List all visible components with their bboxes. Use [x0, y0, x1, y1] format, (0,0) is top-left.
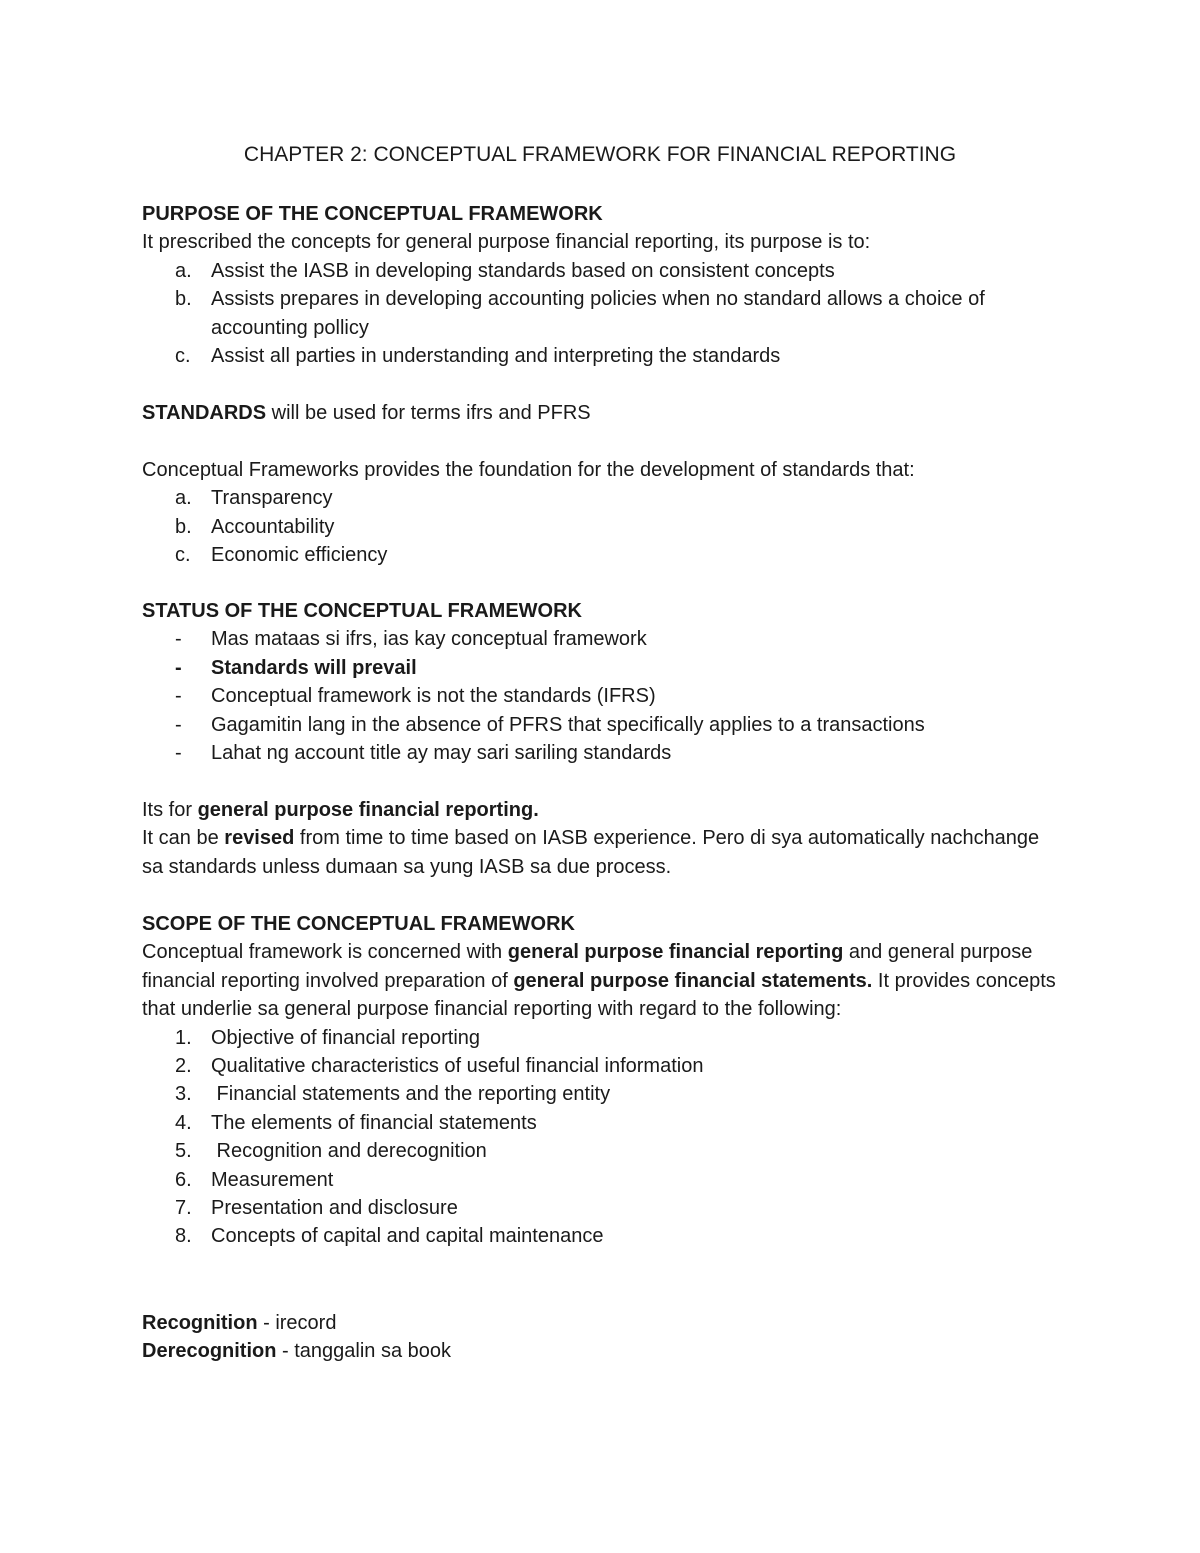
- list-marker: 5.: [175, 1140, 192, 1163]
- scope-text: It provides concepts that underlie sa general purpose financial reporting with regard to the following:: [142, 969, 1056, 1021]
- list-marker: 7.: [175, 1197, 192, 1220]
- list-item: [142, 739, 1062, 767]
- purpose-section: [142, 200, 1062, 370]
- status-heading: STATUS OF THE CONCEPTUAL FRAMEWORK: [142, 600, 582, 622]
- status-list: [142, 625, 1062, 767]
- definition-derecognition: [142, 1337, 1062, 1365]
- list-marker: 2.: [175, 1055, 192, 1078]
- list-item-text: Mas mataas si ifrs, ias kay conceptual framework: [211, 628, 647, 651]
- list-marker: c.: [175, 544, 191, 567]
- definition-text: - tanggalin sa book: [276, 1340, 452, 1363]
- list-item-text: Assist all parties in understanding and interpreting the standards: [211, 345, 781, 368]
- standards-text: will be used for terms ifrs and PFRS: [266, 402, 591, 424]
- list-marker: -: [175, 628, 182, 651]
- standards-term: STANDARDS: [142, 402, 267, 424]
- list-item-text: Concepts of capital and capital maintenance: [211, 1225, 604, 1248]
- list-marker: 3.: [175, 1083, 192, 1106]
- purpose-list: [142, 257, 1062, 371]
- list-marker: -: [175, 656, 182, 679]
- list-item-text: Presentation and disclosure: [211, 1197, 458, 1220]
- list-item-text: Objective of financial reporting: [211, 1026, 481, 1049]
- purpose-heading: PURPOSE OF THE CONCEPTUAL FRAMEWORK: [142, 203, 603, 225]
- list-item: [142, 342, 1062, 370]
- list-item-text: Conceptual framework is not the standards (IFRS): [211, 685, 656, 708]
- list-item: [142, 1194, 1062, 1222]
- list-marker: b.: [175, 288, 192, 311]
- revised-bold: revised: [224, 827, 295, 850]
- list-item: [142, 541, 1062, 569]
- purpose-intro: It prescribed the concepts for general purpose financial reporting, its purpose is to:: [142, 231, 871, 254]
- list-marker: a.: [175, 259, 192, 282]
- list-item: [142, 1080, 1062, 1108]
- list-marker: b.: [175, 515, 192, 538]
- list-item: [142, 1109, 1062, 1137]
- general-text: Its for: [142, 799, 198, 821]
- list-marker: -: [175, 685, 182, 708]
- list-marker: -: [175, 742, 182, 765]
- status-section: [142, 597, 1062, 767]
- list-marker: 4.: [175, 1111, 192, 1134]
- list-item-text: Gagamitin lang in the absence of PFRS that specifically applies to a transactions: [211, 713, 925, 736]
- list-marker: -: [175, 713, 182, 736]
- list-item-text: The elements of financial statements: [211, 1111, 537, 1134]
- scope-heading: SCOPE OF THE CONCEPTUAL FRAMEWORK: [142, 913, 575, 935]
- list-item-text: Economic efficiency: [211, 544, 388, 567]
- list-item: [142, 1052, 1062, 1080]
- list-item-text: Lahat ng account title ay may sari sariling standards: [211, 742, 672, 765]
- definition-term: Derecognition: [142, 1340, 277, 1363]
- list-marker: c.: [175, 345, 191, 368]
- list-item-text: Assists prepares in developing accounting policies when no standard allows a choice of accounting pollicy: [211, 288, 985, 339]
- list-item: [142, 1137, 1062, 1165]
- revised-rest: from time to time based on IASB experience. Pero di sya automatically nachchange sa standards unless dumaan sa yung IASB sa due process.: [142, 827, 1040, 878]
- scope-list: [142, 1024, 1062, 1251]
- scope-bold: general purpose financial reporting: [507, 941, 844, 964]
- list-marker: 1.: [175, 1026, 192, 1049]
- list-item: [142, 484, 1062, 512]
- list-item: [142, 1024, 1062, 1052]
- definition-recognition: [142, 1309, 1062, 1337]
- list-item-text: Financial statements and the reporting entity: [211, 1083, 611, 1106]
- list-item: [142, 1222, 1062, 1250]
- definition-term: Recognition: [142, 1312, 258, 1334]
- general-section: [142, 796, 1062, 881]
- list-item: [142, 625, 1062, 653]
- revised-text: It can be: [142, 827, 225, 850]
- general-bold: general purpose financial reporting.: [197, 799, 539, 821]
- scope-paragraph: [142, 938, 1062, 1023]
- list-item: [142, 257, 1062, 285]
- scope-text: Conceptual framework is concerned with: [142, 941, 508, 964]
- scope-bold: general purpose financial statements.: [513, 969, 873, 992]
- list-marker: a.: [175, 487, 192, 510]
- foundation-list: [142, 484, 1062, 569]
- list-item: [142, 513, 1062, 541]
- list-item: [142, 654, 1062, 682]
- list-item: [142, 1166, 1062, 1194]
- list-item-text: Accountability: [211, 515, 335, 538]
- foundation-intro: Conceptual Frameworks provides the foundation for the development of standards that:: [142, 459, 915, 481]
- list-item: [142, 285, 1062, 342]
- list-item: [142, 711, 1062, 739]
- list-marker: 8.: [175, 1225, 192, 1248]
- list-marker: 6.: [175, 1168, 192, 1191]
- definition-text: - irecord: [257, 1312, 337, 1334]
- foundation-section: [142, 456, 1062, 570]
- list-item-text: Transparency: [211, 487, 333, 510]
- scope-text: and general purpose financial reporting involved preparation of: [142, 941, 1033, 992]
- list-item-text: Assist the IASB in developing standards based on consistent concepts: [211, 259, 835, 282]
- list-item-text: Standards will prevail: [211, 656, 417, 679]
- list-item-text: Qualitative characteristics of useful financial information: [211, 1055, 704, 1078]
- definitions-section: [142, 1309, 1062, 1366]
- list-item: [142, 682, 1062, 710]
- page-title: CHAPTER 2: CONCEPTUAL FRAMEWORK FOR FINANCIAL REPORTING: [243, 143, 957, 166]
- standards-note: [142, 399, 1062, 427]
- scope-section: [142, 910, 1062, 1251]
- list-item-text: Recognition and derecognition: [211, 1140, 487, 1163]
- list-item-text: Measurement: [211, 1168, 334, 1191]
